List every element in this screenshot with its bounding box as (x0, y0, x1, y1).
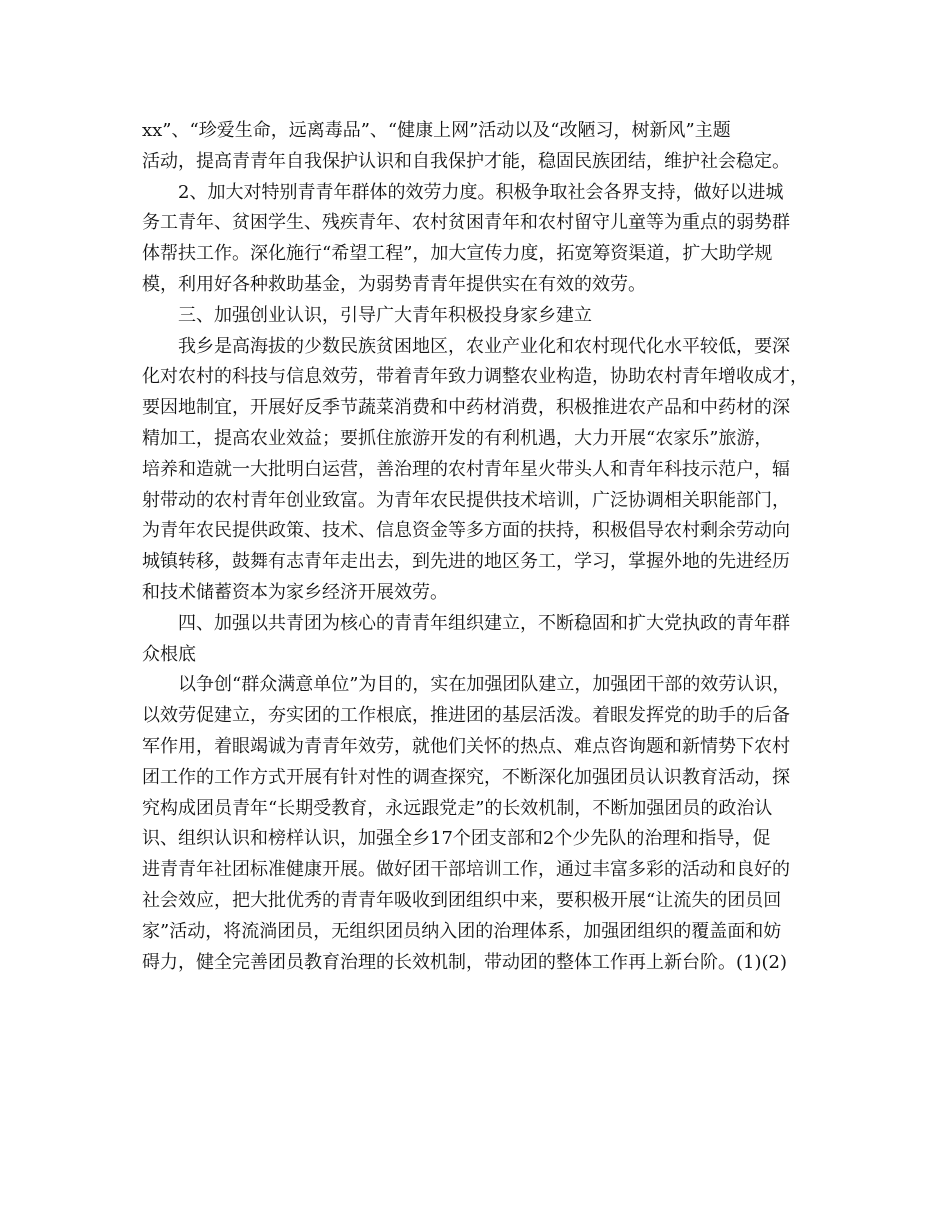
text-line: 模，利用好各种救助基金，为弱势青青年提供实在有效的效劳。 (142, 273, 646, 295)
text-line: 精加工，提高农业效益；要抓住旅游开发的有利机遇，大力开展“农家乐”旅游， (142, 427, 773, 449)
text-line: 社会效应，把大批优秀的青青年吸收到团组织中来，要积极开展“让流失的团员回 (142, 889, 782, 911)
text-line: 务工青年、贫困学生、残疾青年、农村贫困青年和农村留守儿童等为重点的弱势群 (142, 212, 790, 234)
text-line: 究构成团员青年“长期受教育，永远跟党走”的长效机制，不断加强团员的政治认 (142, 797, 773, 819)
paragraph-start-line: 2、加大对特别青青年群体的效劳力度。积极争取社会各界支持，做好以进城 (178, 181, 784, 203)
text-line: 进青青年社团标准健康开展。做好团干部培训工作，通过丰富多彩的活动和良好的 (142, 859, 790, 881)
text-line: 识、组织认识和榜样认识，加强全乡17个团支部和2个少先队的治理和指导，促 (142, 828, 771, 850)
text-line: 团工作的工作方式开展有针对性的调查探究，不断深化加强团员认识教育活动，探 (142, 766, 790, 788)
text-line: 军作用，着眼竭诚为青青年效劳，就他们关怀的热点、难点咨询题和新情势下农村 (142, 735, 790, 757)
text-line: 家”活动，将流淌团员，无组织团员纳入团的治理体系，加强团组织的覆盖面和妨 (142, 920, 782, 942)
section-heading: 四、加强以共青团为核心的青青年组织建立，不断稳固和扩大党执政的青年群 (178, 612, 790, 634)
text-line: 以效劳促建立，夯实团的工作根底，推进团的基层活泼。着眼发挥党的助手的后备 (142, 705, 790, 727)
text-line: 培养和造就一大批明白运营，善治理的农村青年星火带头人和青年科技示范户，辐 (142, 458, 790, 480)
text-line: 要因地制宜，开展好反季节蔬菜消费和中药材消费，积极推进农产品和中药材的深 (142, 397, 790, 419)
text-line: 体帮扶工作。深化施行“希望工程”，加大宣传力度，拓宽筹资渠道，扩大助学规 (142, 243, 773, 265)
section-heading-continued: 众根底 (142, 643, 196, 665)
paragraph-start-line: 我乡是高海拔的少数民族贫困地区，农业产业化和农村现代化水平较低，要深 (178, 335, 790, 357)
text-line: 碍力，健全完善团员教育治理的长效机制，带动团的整体工作再上新台阶。(1)(2) (142, 951, 787, 973)
text-line: 城镇转移，鼓舞有志青年走出去，到先进的地区务工，学习，掌握外地的先进经历 (142, 551, 790, 573)
document-body (142, 116, 822, 978)
section-heading: 三、加强创业认识，引导广大青年积极投身家乡建立 (178, 304, 592, 326)
text-line: 化对农村的科技与信息效劳，带着青年致力调整农业构造，协助农村青年增收成才， (142, 366, 808, 388)
text-line: xx”、“珍爱生命，远离毒品”、“健康上网”活动以及“改陋习，树新风”主题 (142, 120, 731, 141)
text-line: 射带动的农村青年创业致富。为青年农民提供技术培训，广泛协调相关职能部门， (142, 489, 790, 511)
text-line: 和技术储蓄资本为家乡经济开展效劳。 (142, 581, 448, 603)
text-line: 为青年农民提供政策、技术、信息资金等多方面的扶持，积极倡导农村剩余劳动向 (142, 520, 790, 542)
text-line: 活动，提高青青年自我保护认识和自我保护才能，稳固民族团结，维护社会稳定。 (142, 150, 790, 172)
paragraph-start-line: 以争创“群众满意单位”为目的，实在加强团队建立，加强团干部的效劳认识， (178, 674, 791, 696)
